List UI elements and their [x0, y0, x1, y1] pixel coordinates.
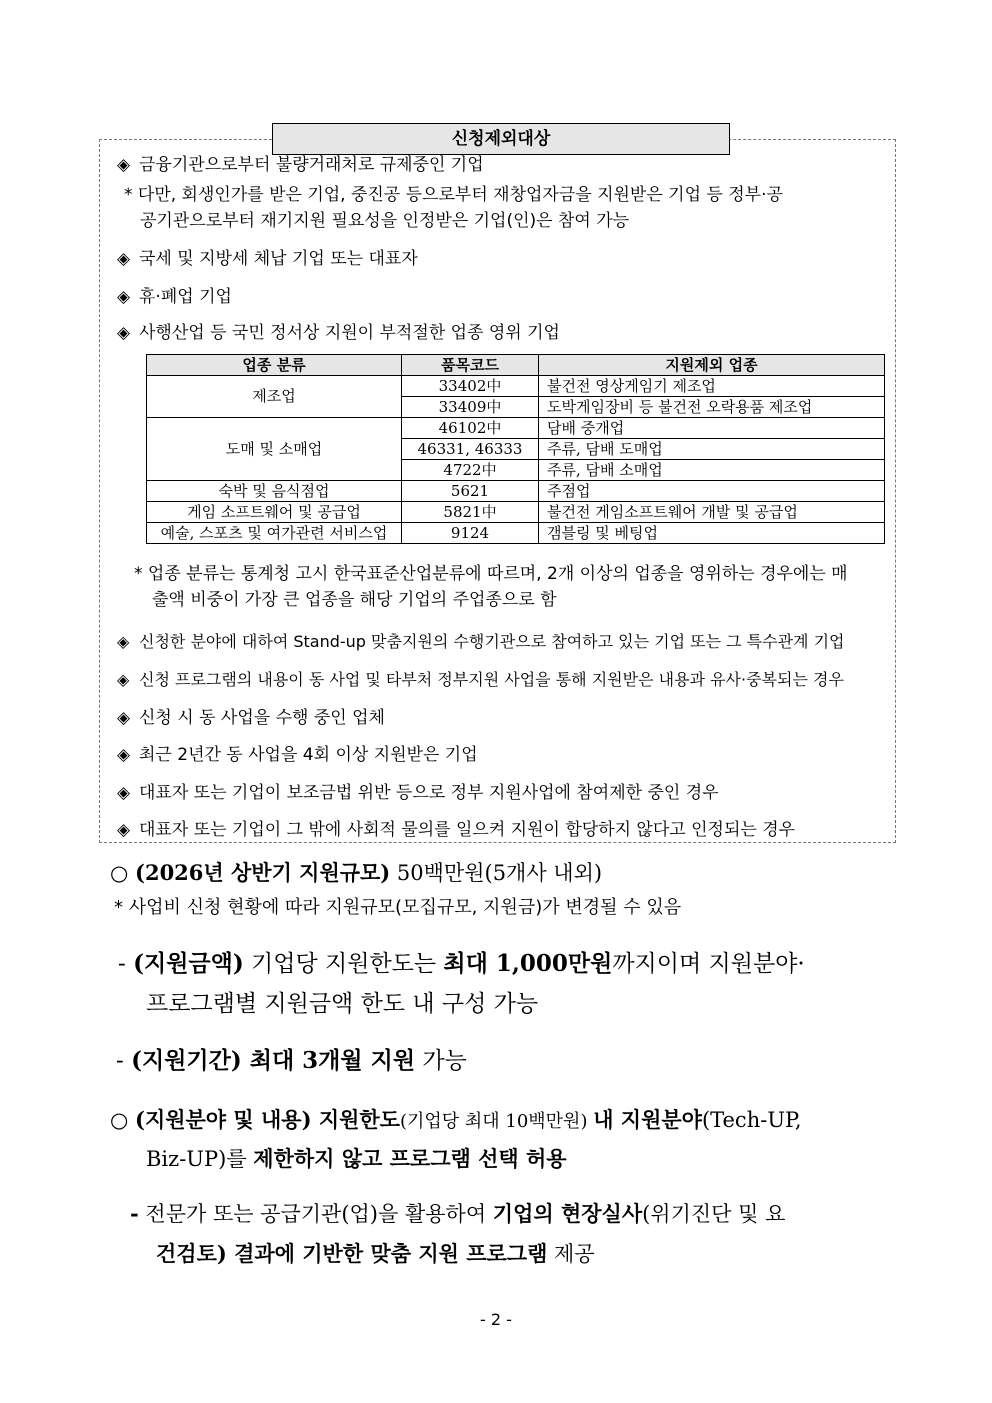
onsite-program: - 전문가 또는 공급기관(업)을 활용하여 기업의 현장실사(위기진단 및 요: [130, 1201, 786, 1226]
exclusion-item: ◈ 신청한 분야에 대하여 Stand-up 맞춤지원의 수행기관으로 참여하고 있는 기업 또는 그 특수관계 기업: [117, 632, 845, 651]
exclusion-item: ◈ 신청 시 동 사업을 수행 중인 업체: [117, 708, 385, 728]
exclusion-item: ◈ 국세 및 지방세 체납 기업 또는 대표자: [117, 249, 418, 269]
table-cell: 4722中: [402, 460, 539, 481]
table-cell: 33409中: [402, 397, 539, 418]
diamond-bullet-icon: ◈: [117, 708, 131, 728]
exclusion-item: ◈ 금융기관으로부터 불량거래처로 규제중인 기업: [117, 155, 484, 175]
diamond-bullet-icon: ◈: [117, 287, 131, 307]
diamond-bullet-icon: ◈: [117, 745, 131, 765]
support-amount: - (지원금액) 기업당 지원한도는 최대 1,000만원까지이며 지원분야·: [118, 950, 805, 977]
onsite-program-cont: 건검토) 결과에 기반한 맞춤 지원 프로그램 제공: [156, 1241, 595, 1266]
table-cell: 5621: [402, 481, 539, 502]
table-cell: 33402中: [402, 376, 539, 397]
table-cell: 제조업: [147, 376, 402, 418]
table-cell: 예술, 스포츠 및 여가관련 서비스업: [147, 523, 402, 544]
support-scale: ○ (2026년 상반기 지원규모) 50백만원(5개사 내외): [110, 860, 603, 885]
exclusion-item: ◈ 휴·폐업 기업: [117, 287, 232, 307]
excluded-industry-table: [146, 354, 885, 544]
diamond-bullet-icon: ◈: [117, 632, 130, 651]
support-field-cont: Biz-UP)를 제한하지 않고 프로그램 선택 허용: [146, 1146, 567, 1171]
table-cell: 46331, 46333: [402, 439, 539, 460]
table-row: [147, 502, 885, 523]
table-cell: 담배 중개업: [539, 418, 885, 439]
exclusion-box-title: 신청제외대상: [272, 123, 730, 155]
support-period: - (지원기간) 최대 3개월 지원 가능: [116, 1047, 467, 1074]
table-header: 품목코드: [402, 355, 539, 376]
table-cell: 5821中: [402, 502, 539, 523]
table-cell: 도매 및 소매업: [147, 418, 402, 481]
exclusion-item: ◈ 최근 2년간 동 사업을 4회 이상 지원받은 기업: [117, 745, 478, 765]
exclusion-note-cont: 공기관으로부터 재기지원 필요성을 인정받은 기업(인)은 참여 가능: [140, 211, 630, 231]
table-cell: 46102中: [402, 418, 539, 439]
table-note-cont: 출액 비중이 가장 큰 업종을 해당 기업의 주업종으로 함: [152, 590, 557, 610]
exclusion-item: ◈ 대표자 또는 기업이 그 밖에 사회적 물의를 일으켜 지원이 합당하지 않다고 인정되는 경우: [117, 820, 796, 840]
exclusion-item: ◈ 사행산업 등 국민 정서상 지원이 부적절한 업종 영위 기업: [117, 323, 560, 343]
table-row: [147, 376, 885, 397]
table-row: [147, 523, 885, 544]
diamond-bullet-icon: ◈: [117, 249, 131, 269]
diamond-bullet-icon: ◈: [117, 323, 131, 343]
table-cell: 주점업: [539, 481, 885, 502]
table-header: 업종 분류: [147, 355, 402, 376]
table-row: [147, 418, 885, 439]
table-cell: 불건전 영상게임기 제조업: [539, 376, 885, 397]
circle-bullet-icon: ○: [110, 1108, 129, 1132]
table-cell: 불건전 게임소프트웨어 개발 및 공급업: [539, 502, 885, 523]
table-cell: 게임 소프트웨어 및 공급업: [147, 502, 402, 523]
table-cell: 주류, 담배 소매업: [539, 460, 885, 481]
support-field: ○ (지원분야 및 내용) 지원한도(기업당 최대 10백만원) 내 지원분야(Tech-UP,: [110, 1107, 802, 1132]
table-header-row: [147, 355, 885, 376]
diamond-bullet-icon: ◈: [117, 783, 131, 803]
diamond-bullet-icon: ◈: [117, 670, 130, 689]
table-cell: 주류, 담배 도매업: [539, 439, 885, 460]
table-cell: 갬블링 및 베팅업: [539, 523, 885, 544]
table-cell: 도박게임장비 등 불건전 오락용품 제조업: [539, 397, 885, 418]
exclusion-item: ◈ 신청 프로그램의 내용이 동 사업 및 타부처 정부지원 사업을 통해 지원받은 내용과 유사·중복되는 경우: [117, 670, 844, 689]
table-note: * 업종 분류는 통계청 고시 한국표준산업분류에 따르며, 2개 이상의 업종을 영위하는 경우에는 매: [134, 564, 848, 584]
diamond-bullet-icon: ◈: [117, 820, 131, 840]
table-header: 지원제외 업종: [539, 355, 885, 376]
circle-bullet-icon: ○: [110, 861, 129, 885]
support-scale-note: * 사업비 신청 현황에 따라 지원규모(모집규모, 지원금)가 변경될 수 있음: [114, 897, 682, 918]
table-cell: 숙박 및 음식점업: [147, 481, 402, 502]
support-amount-cont: 프로그램별 지원금액 한도 내 구성 가능: [146, 991, 539, 1017]
table-cell: 9124: [402, 523, 539, 544]
page-number: - 2 -: [480, 1310, 512, 1329]
exclusion-note: * 다만, 회생인가를 받은 기업, 중진공 등으로부터 재창업자금을 지원받은 기업 등 정부·공: [124, 185, 783, 205]
exclusion-item: ◈ 대표자 또는 기업이 보조금법 위반 등으로 정부 지원사업에 참여제한 중인 경우: [117, 783, 719, 803]
diamond-bullet-icon: ◈: [117, 155, 131, 175]
table-row: [147, 481, 885, 502]
